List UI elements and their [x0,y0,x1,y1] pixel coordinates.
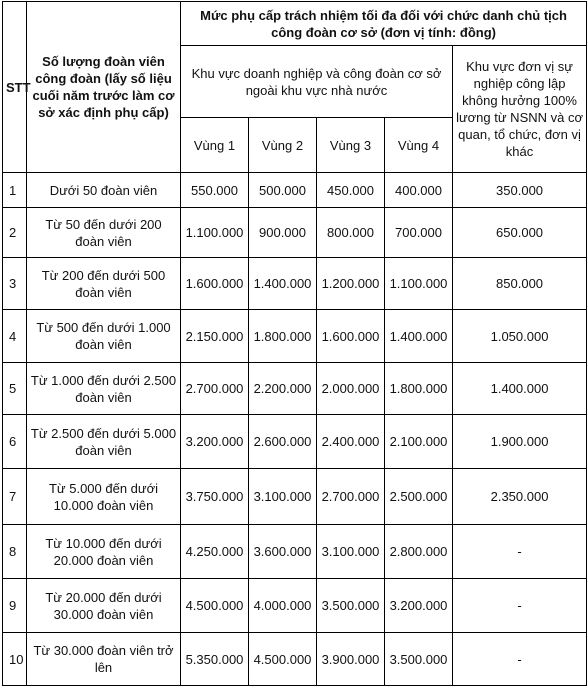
row-zone-2-value: 900.000 [249,208,317,258]
row-zone-3-value: 800.000 [317,208,385,258]
row-members: Từ 5.000 đến dưới 10.000 đoàn viên [27,469,181,525]
table-row [3,579,587,633]
row-public-value: 350.000 [453,173,587,208]
row-public-value: - [453,525,587,579]
row-zone-4-value: 1.100.000 [385,258,453,310]
row-stt: 1 [3,173,27,208]
row-zone-2-value: 4.500.000 [249,633,317,686]
row-zone-1-value: 4.500.000 [181,579,249,633]
row-zone-3-value: 2.400.000 [317,415,385,469]
header-row-main [3,2,587,46]
row-zone-4-value: 2.500.000 [385,469,453,525]
header-zone-3: Vùng 3 [317,118,385,173]
row-zone-2-value: 1.400.000 [249,258,317,310]
row-zone-4-value: 3.500.000 [385,633,453,686]
row-stt: 8 [3,525,27,579]
row-zone-3-value: 1.600.000 [317,310,385,363]
row-members: Từ 2.500 đến dưới 5.000 đoàn viên [27,415,181,469]
header-allowance: Mức phụ cấp trách nhiệm tối đa đối với chức danh chủ tịch công đoàn cơ sở (đơn vị tính: đồng) [181,2,587,46]
row-zone-1-value: 3.200.000 [181,415,249,469]
row-public-value: 1.900.000 [453,415,587,469]
header-zone-2: Vùng 2 [249,118,317,173]
row-stt: 10 [3,633,27,686]
row-zone-1-value: 1.600.000 [181,258,249,310]
row-zone-1-value: 2.150.000 [181,310,249,363]
row-public-value: - [453,579,587,633]
row-zone-4-value: 1.400.000 [385,310,453,363]
row-stt: 3 [3,258,27,310]
row-members: Dưới 50 đoàn viên [27,173,181,208]
row-members: Từ 1.000 đến dưới 2.500 đoàn viên [27,363,181,415]
table-row [3,363,587,415]
row-stt: 6 [3,415,27,469]
row-zone-4-value: 2.100.000 [385,415,453,469]
table-row [3,173,587,208]
row-zone-4-value: 700.000 [385,208,453,258]
row-zone-3-value: 450.000 [317,173,385,208]
header-stt: STT [3,2,27,173]
row-stt: 7 [3,469,27,525]
row-zone-1-value: 5.350.000 [181,633,249,686]
row-zone-2-value: 500.000 [249,173,317,208]
table-row [3,633,587,686]
header-zone-1: Vùng 1 [181,118,249,173]
row-members: Từ 50 đến dưới 200 đoàn viên [27,208,181,258]
header-public-area: Khu vực đơn vị sự nghiệp công lập không hưởng 100% lương từ NSNN và cơ quan, tổ chức, đơn vị khác [453,46,587,173]
header-enterprise-area: Khu vực doanh nghiệp và công đoàn cơ sở ngoài khu vực nhà nước [181,46,453,118]
row-zone-2-value: 1.800.000 [249,310,317,363]
row-public-value: 2.350.000 [453,469,587,525]
row-stt: 2 [3,208,27,258]
row-zone-4-value: 3.200.000 [385,579,453,633]
row-stt: 5 [3,363,27,415]
row-members: Từ 500 đến dưới 1.000 đoàn viên [27,310,181,363]
row-public-value: 650.000 [453,208,587,258]
row-zone-4-value: 2.800.000 [385,525,453,579]
row-public-value: 850.000 [453,258,587,310]
row-zone-1-value: 550.000 [181,173,249,208]
row-zone-2-value: 3.100.000 [249,469,317,525]
row-zone-3-value: 1.200.000 [317,258,385,310]
row-zone-2-value: 4.000.000 [249,579,317,633]
row-zone-1-value: 1.100.000 [181,208,249,258]
row-public-value: - [453,633,587,686]
row-zone-3-value: 2.700.000 [317,469,385,525]
row-public-value: 1.400.000 [453,363,587,415]
row-zone-3-value: 3.900.000 [317,633,385,686]
table-row [3,469,587,525]
row-zone-2-value: 2.200.000 [249,363,317,415]
row-zone-2-value: 3.600.000 [249,525,317,579]
header-members: Số lượng đoàn viên công đoàn (lấy số liệu cuối năm trước làm cơ sở xác định phụ cấp) [27,2,181,173]
row-members: Từ 20.000 đến dưới 30.000 đoàn viên [27,579,181,633]
row-zone-3-value: 3.500.000 [317,579,385,633]
row-zone-1-value: 4.250.000 [181,525,249,579]
row-zone-2-value: 2.600.000 [249,415,317,469]
table-row [3,208,587,258]
row-zone-3-value: 2.000.000 [317,363,385,415]
allowance-table [2,1,587,686]
table-row [3,310,587,363]
row-zone-1-value: 2.700.000 [181,363,249,415]
row-zone-4-value: 400.000 [385,173,453,208]
row-zone-3-value: 3.100.000 [317,525,385,579]
row-members: Từ 200 đến dưới 500 đoàn viên [27,258,181,310]
table-row [3,258,587,310]
header-zone-4: Vùng 4 [385,118,453,173]
row-stt: 4 [3,310,27,363]
row-members: Từ 30.000 đoàn viên trở lên [27,633,181,686]
row-zone-4-value: 1.800.000 [385,363,453,415]
row-stt: 9 [3,579,27,633]
table-row [3,525,587,579]
row-members: Từ 10.000 đến dưới 20.000 đoàn viên [27,525,181,579]
row-zone-1-value: 3.750.000 [181,469,249,525]
table-row [3,415,587,469]
row-public-value: 1.050.000 [453,310,587,363]
